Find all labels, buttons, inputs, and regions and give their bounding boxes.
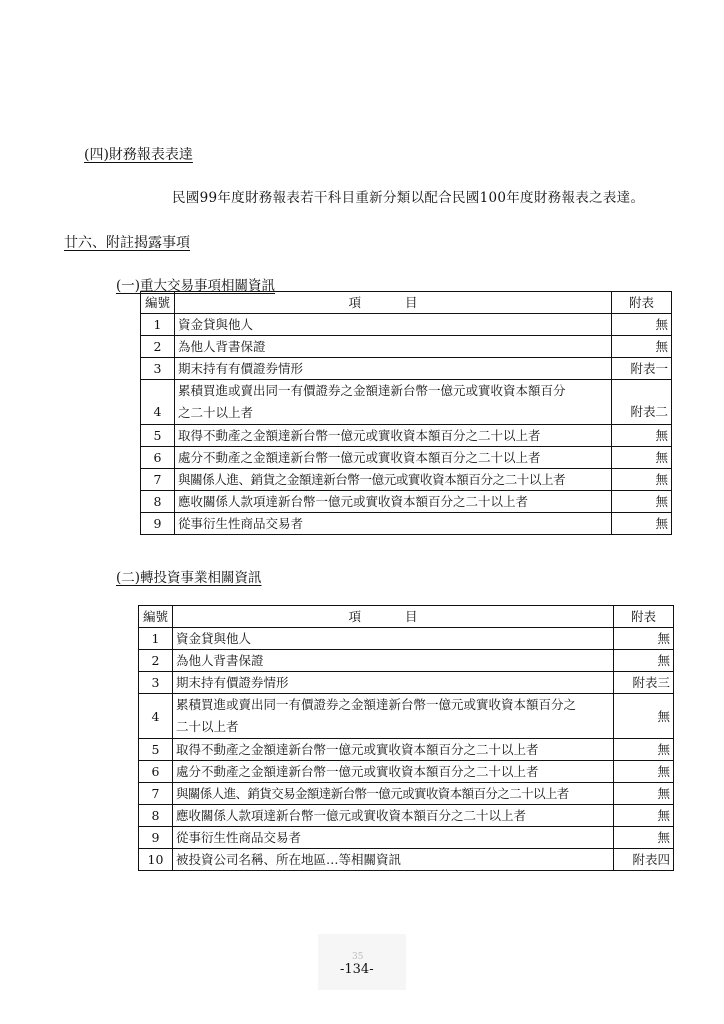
row-item: 從事衍生性商品交易者 (175, 513, 612, 535)
table-row (141, 314, 672, 336)
row-no: 6 (141, 447, 175, 469)
table-row (139, 761, 674, 783)
header-ref: 附表 (612, 292, 672, 314)
row-ref: 無 (612, 336, 672, 358)
row-no: 2 (139, 650, 173, 672)
row-ref: 附表二 (612, 380, 672, 425)
row-no: 6 (139, 761, 173, 783)
row-item: 與關係人進、銷貨交易金額達新台幣一億元或實收資本額百分之二十以上者 (173, 783, 614, 805)
row-ref: 無 (612, 491, 672, 513)
header-item: 項 目 (173, 606, 614, 628)
major-transactions-table (140, 291, 672, 535)
row-ref: 無 (614, 783, 674, 805)
table-row (141, 513, 672, 535)
row-no: 9 (139, 827, 173, 849)
row-no: 3 (141, 358, 175, 380)
header-ref: 附表 (614, 606, 674, 628)
row-item: 期末持有價證券情形 (173, 672, 614, 694)
table-row (141, 469, 672, 491)
table-row (141, 425, 672, 447)
row-ref: 附表三 (614, 672, 674, 694)
row-no: 8 (139, 805, 173, 827)
row-item: 資金貸與他人 (173, 628, 614, 650)
row-no: 1 (139, 628, 173, 650)
row-no: 3 (139, 672, 173, 694)
table1-caption: (一)重大交易事項相關資訊 (116, 278, 276, 294)
section-heading-disclosures: 廿六、附註揭露事項 (64, 235, 190, 251)
row-ref: 無 (614, 805, 674, 827)
table-header-row (141, 292, 672, 314)
row-no: 10 (139, 849, 173, 871)
row-item: 處分不動產之金額達新台幣一億元或實收資本額百分之二十以上者 (175, 447, 612, 469)
row-item: 與關係人進、銷貨之金額達新台幣一億元或實收資本額百分之二十以上者 (175, 469, 612, 491)
row-ref: 附表四 (614, 849, 674, 871)
row-item: 處分不動產之金額達新台幣一億元或實收資本額百分之二十以上者 (173, 761, 614, 783)
row-item-line: 累積買進或賣出同一有價證券之金額達新台幣一億元或實收資本額百分之 (176, 697, 577, 712)
table-row (139, 849, 674, 871)
table-row (141, 336, 672, 358)
header-no: 編號 (139, 606, 173, 628)
row-ref: 無 (614, 761, 674, 783)
row-ref: 附表一 (612, 358, 672, 380)
table-row (141, 380, 672, 425)
row-ref: 無 (614, 694, 674, 739)
row-item: 期末持有有價證券情形 (175, 358, 612, 380)
row-ref: 無 (612, 425, 672, 447)
row-item-line: 累積買進或賣出同一有價證券之金額達新台幣一億元或實收資本額百分 (178, 383, 566, 398)
row-no: 4 (141, 380, 175, 425)
row-item-multiline (175, 380, 612, 425)
original-page-number: 35 (352, 952, 364, 962)
table-row (139, 694, 674, 739)
table-row (141, 491, 672, 513)
row-item: 應收關係人款項達新台幣一億元或實收資本額百分之二十以上者 (175, 491, 612, 513)
row-no: 9 (141, 513, 175, 535)
row-item: 為他人背書保證 (173, 650, 614, 672)
table-row (139, 672, 674, 694)
row-item: 取得不動產之金額達新台幣一億元或實收資本額百分之二十以上者 (175, 425, 612, 447)
row-no: 1 (141, 314, 175, 336)
row-item-line: 二十以上者 (176, 719, 239, 734)
row-ref: 無 (612, 314, 672, 336)
table-row (139, 628, 674, 650)
row-item-line: 之二十以上者 (178, 405, 254, 420)
row-no: 5 (139, 739, 173, 761)
row-item: 為他人背書保證 (175, 336, 612, 358)
row-item-multiline (173, 694, 614, 739)
header-item: 項 目 (175, 292, 612, 314)
row-ref: 無 (614, 827, 674, 849)
row-ref: 無 (614, 628, 674, 650)
table-row (139, 805, 674, 827)
page-number: -134- (340, 962, 374, 977)
investee-info-table (138, 605, 674, 871)
row-ref: 無 (614, 650, 674, 672)
section-heading-financial-presentation: (四)財務報表表達 (84, 147, 193, 163)
row-no: 5 (141, 425, 175, 447)
table2-caption: (二)轉投資事業相關資訊 (116, 570, 262, 586)
row-ref: 無 (614, 739, 674, 761)
row-no: 2 (141, 336, 175, 358)
row-ref: 無 (612, 469, 672, 491)
row-no: 7 (139, 783, 173, 805)
row-item: 應收關係人款項達新台幣一億元或實收資本額百分之二十以上者 (173, 805, 614, 827)
row-no: 8 (141, 491, 175, 513)
table-row (139, 739, 674, 761)
row-item: 資金貸與他人 (175, 314, 612, 336)
row-item: 取得不動產之金額達新台幣一億元或實收資本額百分之二十以上者 (173, 739, 614, 761)
table-row (141, 358, 672, 380)
table-row (139, 783, 674, 805)
row-item: 被投資公司名稱、所在地區…等相關資訊 (173, 849, 614, 871)
header-no: 編號 (141, 292, 175, 314)
table-row (139, 650, 674, 672)
row-ref: 無 (612, 447, 672, 469)
table-row (139, 827, 674, 849)
section-paragraph: 民國99年度財務報表若干科目重新分類以配合民國100年度財務報表之表達。 (172, 190, 645, 206)
row-no: 7 (141, 469, 175, 491)
row-no: 4 (139, 694, 173, 739)
table-row (141, 447, 672, 469)
table-header-row (139, 606, 674, 628)
row-ref: 無 (612, 513, 672, 535)
row-item: 從事衍生性商品交易者 (173, 827, 614, 849)
